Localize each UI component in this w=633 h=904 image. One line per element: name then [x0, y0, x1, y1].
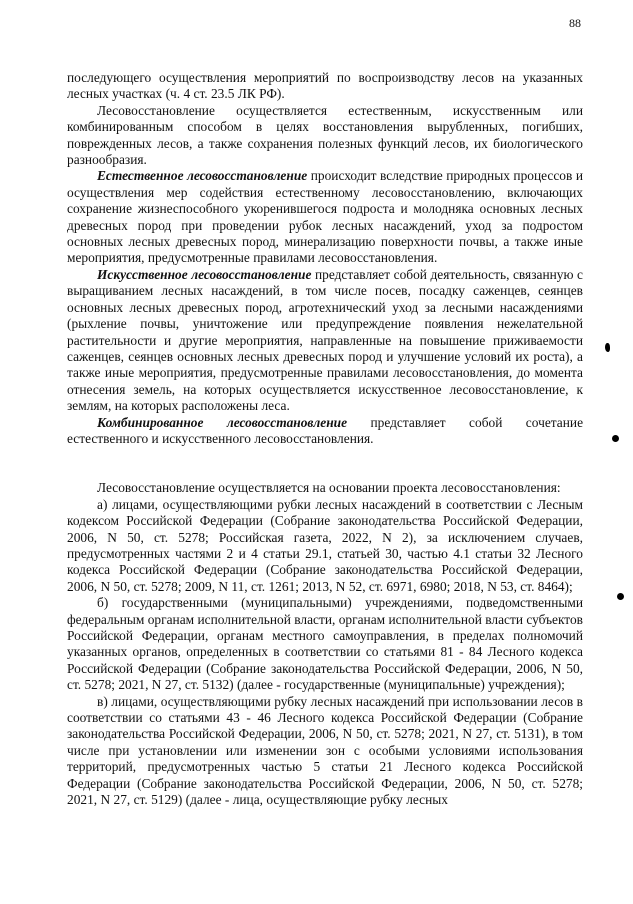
document-body	[67, 70, 583, 808]
paragraph-combined-reforestation	[67, 415, 583, 448]
paragraph-text: последующего осуществления мероприятий по воспроизводству лесов на указанных лесных участках (ч. 4 ст. 23.5 ЛК РФ).	[67, 70, 583, 102]
paragraph-artificial-reforestation	[67, 267, 583, 415]
list-item-a	[67, 497, 583, 595]
paragraph-text: в) лицами, осуществляющими рубку лесных насаждений при использовании лесов в соответствии со статьями 43 - 46 Лесного кодекса Российской Федерации (Собрание законодательства Российской Федерации, 2006, N 50, ст. 5278; 2021, N 27, ст. 5131), в том числе при установлении или изменении зон с особыми условиями использования территорий, предусмотренных частью 5 статьи 21 Лесного кодекса Российской Федерации (Собрание законодательства Российской Федерации, 2006, N 50, ст. 5278; 2021, N 27, ст. 5129) (далее - лица, осуществляющие рубку лесных	[67, 693, 583, 808]
term-combined: Комбинированное лесовосстановление	[97, 414, 348, 430]
term-natural: Естественное лесовосстановление	[97, 168, 308, 184]
paragraph-project-basis	[67, 480, 583, 496]
paragraph-text: происходит вследствие природных процессов и осуществления мер содействия естественному лесовосстановлению, включающих сохранение жизнеспособного укоренившегося подроста и молодняка основных лесных древесных пород при проведении рубок лесных насаждений, уход за подростом основных лесных древесных пород, минерализацию поверхности почвы, а также иные мероприятия, предусмотренные правилами лесовосстановления.	[67, 168, 583, 266]
paragraph-text: Лесовосстановление осуществляется естественным, искусственным или комбинированным способом в целях восстановления вырубленных, погибших, поврежденных лесов, а также сохранения полезных функций лесов, их биологического разнообразия.	[67, 102, 583, 168]
margin-mark	[605, 343, 610, 352]
paragraph-text: б) государственными (муниципальными) учреждениями, подведомственными федеральным органам исполнительной власти, органам исполнительной власти субъектов Российской Федерации, органам местного самоуправления, в пределах полномочий указанных органов, определенных в соответствии со статьями 81 - 84 Лесного кодекса Российской Федерации (Собрание законодательства Российской Федерации, 2006, N 50, ст. 5278; 2021, N 27, ст. 5132) (далее - государственные (муниципальные) учреждения);	[67, 595, 583, 693]
page-number: 88	[569, 16, 581, 30]
list-item-b	[67, 595, 583, 693]
paragraph-gap	[67, 447, 583, 480]
paragraph-text: представляет собой деятельность, связанную с выращиванием лесных насаждений, в том числе посев, посадку саженцев, сеянцев основных лесных древесных пород, агротехнический уход за лесными насаждениями (рыхление почвы, уничтожение или предупреждение появления нежелательной растительности и другие мероприятия, направленные на повышение приживаемости саженцев, сеянцев основных лесных древесных пород и улучшение условий их роста), а также иные мероприятия, предусмотренные правилами лесовосстановления, до момента отнесения земель, на которых осуществляется искусственное лесовосстановление, к землям, на которых расположены леса.	[67, 266, 583, 414]
margin-dot	[617, 593, 624, 600]
margin-dot	[612, 435, 619, 442]
list-item-v	[67, 694, 583, 809]
term-artificial: Искусственное лесовосстановление	[97, 266, 312, 282]
paragraph-text: а) лицами, осуществляющими рубки лесных насаждений в соответствии с Лесным кодексом Российской Федерации (Собрание законодательства Российской Федерации, 2006, N 50, ст. 5278; Российская газета, 2022, N 2), за исключением случаев, предусмотренных частями 2 и 4 статьи 29.1, статьей 30, частью 4.1 статьи 32 Лесного кодекса Российской Федерации (Собрание законодательства Российской Федерации, 2006, N 50, ст. 5278; 2009, N 11, ст. 1261; 2013, N 52, ст. 6971, 6980; 2018, N 53, ст. 8464);	[67, 496, 583, 594]
paragraph-text: Лесовосстановление осуществляется на основании проекта лесовосстановления:	[97, 480, 561, 496]
paragraph-reforestation-methods	[67, 103, 583, 169]
paragraph-text: представляет собой сочетание естественного и искусственного лесовосстановления.	[67, 414, 584, 446]
paragraph-natural-reforestation	[67, 168, 583, 266]
paragraph-continuation	[67, 70, 583, 103]
